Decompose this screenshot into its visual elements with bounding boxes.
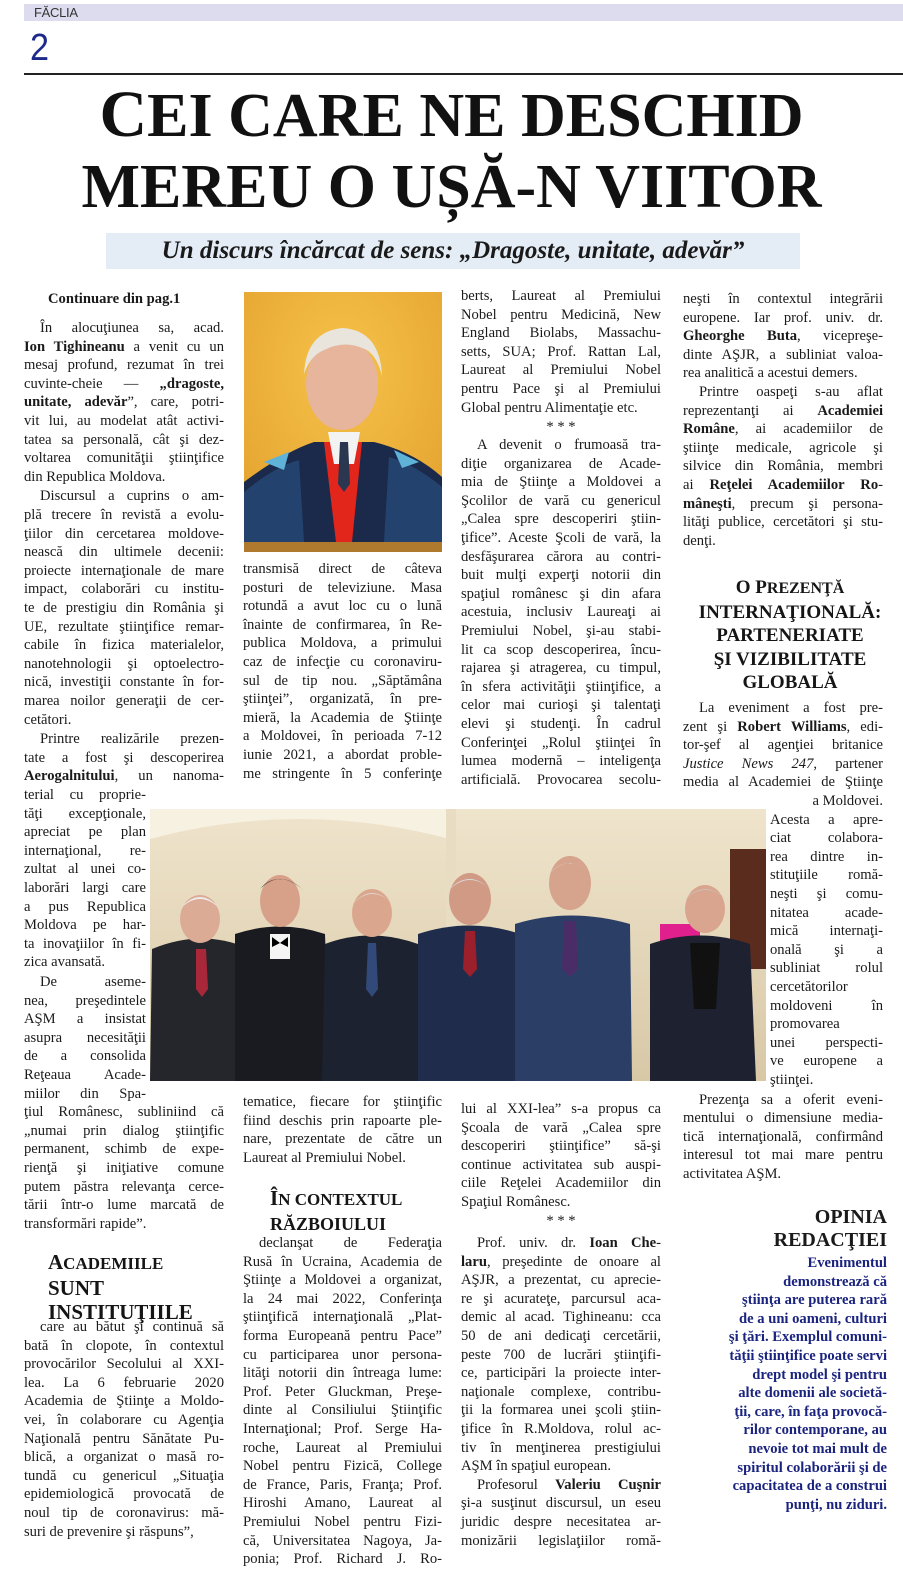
text-line: tică internaţională, confirmând [683,1128,883,1145]
text-line: Prezenţa sa a oferit eveni- [699,1091,883,1108]
text-line: de France, Paris, Franţa; Prof. [243,1476,442,1493]
text-line: internaţional, re- [24,842,146,859]
text-line: voltarea comunităţii ştiinţifice [24,450,224,467]
text-line: înainte de confirmarea, în Re- [243,616,442,633]
editorial-line: punţi, nu ziduri. [785,1496,887,1513]
text-line: În alocuţiunea sa, acad. [40,320,224,336]
text-line: lit ca scop descoperirea, încu- [461,641,661,658]
text-line: Nobel pentru Fizică, College [243,1458,442,1475]
text-line: ştiinţei. [770,1072,814,1088]
heading-rest: REZENŢĂ [766,580,845,597]
text-line: Moldova pe har- [24,917,146,934]
text-line: AŞM a insistat [24,1011,146,1028]
continuation-note: Continuare din pag.1 [48,291,181,307]
heading-initial: Î [270,1186,279,1210]
text-line: dinte AŞJR, a subliniat valoa- [683,346,883,363]
text-line: activitatea AŞM. [683,1166,782,1182]
text-line: Hiroshi Amano, Laureat al [243,1495,442,1512]
text-line: că, Universitatea Nagoya, Ja- [243,1532,442,1549]
text-line: De aseme- [40,974,146,990]
text-line: noul tip de coronavirus: mă- [24,1505,224,1521]
text-line: interesul tot mai mare pentru [683,1147,883,1164]
text-line: permanent, schimb de expe- [24,1141,224,1158]
portrait-photo [244,292,442,552]
text-line: roche, Laureat al Premiului [243,1439,442,1456]
text-line: tăţi excepţionale, [24,805,146,822]
headline-line-1 [0,78,903,153]
text-line: Române, ai academiilor de [683,421,883,438]
heading-line-2: SUNT [48,1276,105,1300]
text-line: Spaţiul Românesc. [461,1194,571,1210]
text-line: diţie organizarea de Acade- [461,455,661,472]
text-line: celor mai curioşi şi talentaţi [461,697,661,714]
text-line: lităţi notorii din întreaga lume: [243,1365,442,1382]
text-line: ta inovaţiilor în fi- [24,935,146,952]
text-line: impact, colaborări cu institu- [24,581,224,598]
text-line: ştiinţei”, organizată, în pre- [243,691,442,708]
text-line: Ştiinţe a Moldovei a organizat, [243,1272,442,1289]
text-line: ce, participări la proiecte inter- [461,1365,661,1382]
text-line: ciile Reţelei Academiilor din [461,1175,661,1192]
text-line: zent şi Robert Williams, edi- [683,718,883,735]
text-line: tate a fost şi descoperirea [24,749,224,766]
text-line: unitate, adevăr”, care, potri- [24,394,224,411]
text-line: nea, preşedintele [24,992,146,1009]
text-line: nică, investiţii constante în for- [24,674,224,691]
text-line: Laureat al Premiului Nobel [461,362,661,379]
page-number: 2 [30,27,50,69]
section-separator: * * * [546,1213,576,1229]
headline-line-1-rest: EI CARE NE DESCHID [147,82,804,150]
text-line: cercetătorilor [770,979,848,995]
text-line: Rusă în Ucraina, Academia de [243,1253,442,1270]
text-line: Prof. univ. dr. Ioan Che- [477,1235,662,1251]
text-line: asupra necesităţii [24,1029,146,1046]
text-line: cabile în fizica materialelor, [24,637,224,654]
text-line: cuvinte-cheie — „dragoste, [24,375,224,392]
text-line: pentru Pace şi al Premiului [461,381,661,397]
text-line: sul de tip nou. „Săptămâna [243,672,442,689]
text-line: UE, rezultate ştiinţifice remar- [24,618,224,635]
text-line: acestuia, inclusiv Laureaţi ai [461,604,661,621]
text-line: mia de Ştiinţe a Moldovei a [461,474,661,491]
text-line: te de prestigiu din România şi [24,600,224,616]
text-line: lităţi publice, cercetători şi stu- [683,514,883,531]
section-heading-razboi [270,1186,402,1236]
heading-line-3: INSTITUŢIILE [48,1300,193,1324]
text-line: tatea sa personală, cât şi dez- [24,431,224,448]
editorial-heading [774,1206,887,1252]
text-line: cetători. [24,711,72,728]
text-line: dinte al Consiliului Ştiinţific [243,1402,442,1419]
text-line: apreciat pe plan [24,824,146,841]
text-line: mentului o dimensiune media- [683,1110,883,1127]
heading-initial: O P [735,577,767,598]
text-line: în sfera activităţii ştiinţifice, a [461,678,661,695]
text-line: tării într-o lume marcată de [24,1197,224,1214]
heading-rest: N CONTEXTUL [278,1190,403,1209]
text-line: desfăşurarea cărora au contri- [461,548,661,565]
headline-initial: C [99,78,148,151]
text-line: tematice, fiecare for ştiinţific [243,1094,442,1110]
text-line: silvice din România, membri [683,458,883,475]
text-line: zica avansată. [24,954,106,971]
text-line: Şcoala de vară „Calea spre [461,1119,661,1136]
text-line: marea noilor generaţii de cer- [24,693,224,709]
heading-line-4: ŞI VIZIBILITATE [713,648,867,670]
headline-line-2: MEREU O UȘĂ-N VIITOR [81,153,822,221]
text-line: Justice News 247, partener [683,755,883,772]
text-line: putem păstra relevanţa cerce- [24,1178,224,1195]
heading-rest: CADEMIILE [63,1254,164,1273]
text-line: Reţeaua Acade- [24,1067,146,1083]
text-line: elevi şi studenţi. În cadrul [461,716,661,732]
text-line: AŞM în spaţiul european. [461,1458,611,1475]
text-line: din Republica Moldova. [24,468,166,485]
editorial-title-1: OPINIA [814,1206,887,1228]
text-line: ai Reţelei Academiilor Ro- [683,477,883,493]
text-line: mică internaţi- [770,923,883,940]
portrait-photo-icon [244,292,442,552]
text-line: re şi acurateţe, parcursul aca- [461,1290,661,1307]
heading-line-2: RĂZBOIULUI [270,1214,387,1234]
text-line: nare, prezentate de către un [243,1131,442,1148]
text-line: care au bătut şi continuă să [40,1319,224,1335]
text-line: neşti şi comu- [770,886,883,902]
text-line: Laureat al Premiului Nobel. [243,1149,406,1166]
text-line: proiecte internaţionale de mare [24,562,224,579]
editorial-line: ţii, care, în faţa provocă- [734,1403,887,1420]
text-line: Academia de Ştiinţe a Moldo- [24,1393,224,1410]
text-line: „Calea spre descoperiri ştiin- [461,511,661,528]
text-line: Premiului Nobel, şi-au stabi- [461,623,661,639]
editorial-line: Evenimentul [807,1255,887,1271]
text-line: rotundă a avut loc cu o lună [243,598,442,615]
text-line: ştiinţifică internaţională „Plat- [243,1309,442,1326]
text-line: continue activitatea sub auspi- [461,1156,661,1173]
text-line: rea dintre in- [770,848,883,865]
text-line: Printre oaspeţi s-au aflat [699,384,883,400]
text-line: zultat al unei co- [24,861,146,878]
text-line: fiind deschis prin rapoarte ple- [243,1112,442,1129]
text-line: de a consolida [24,1048,146,1065]
text-line: şi-a susţinut discursul, un eseu [461,1495,661,1512]
text-line: subliniat rolul [770,960,883,977]
text-line: La eveniment a fost pre- [699,700,883,716]
text-line: Naţională pentru Sănătate Pu- [24,1430,224,1447]
text-line: vit lui, au modelat atât activi- [24,413,224,429]
heading-line-2: INTERNAŢIONALĂ: [698,601,882,623]
text-line: reprezentanţi ai Academiei [683,402,883,419]
text-line: Global pentru Alimentaţie etc. [461,399,638,416]
text-line: Gheorghe Buta, vicepreşe- [683,328,883,345]
text-line: posturi de televiziune. Masa [243,579,442,596]
text-line: suri de prevenire şi răspuns”, [24,1523,194,1540]
text-line: neşti în contextul integrării [683,291,883,307]
text-line: England Biolabs, Massachu- [461,325,661,342]
text-line: Prof. Peter Gluckman, Preşe- [243,1383,442,1400]
editorial-line: demonstrează că [783,1273,887,1290]
text-line: ştiinţe medicale, agricole şi [683,439,883,456]
editorial-line: spiritul colaborării şi de [737,1459,887,1476]
heading-initial: A [48,1250,64,1274]
text-line: rajarea şi atragerea, cu timpul, [461,660,661,677]
heading-line-5: GLOBALĂ [742,672,838,693]
text-line: unei perspecti- [770,1034,883,1051]
text-line: ve europene a [770,1053,883,1070]
text-line: 50 de ani dedicaţi cercetării, [461,1328,661,1344]
text-line: lui al XXI-lea” s-a propus ca [461,1101,661,1117]
group-photo-icon [150,809,766,1081]
text-line: Aerogalnitului, un nanoma- [24,768,224,785]
text-line: nitatea acade- [770,904,883,921]
text-line: buit mulţi experţi notorii din [461,567,661,584]
editorial-line: drept model şi pentru [752,1366,887,1383]
text-line: mâneşti, precum şi persona- [683,495,883,512]
text-line: ţii la formarea unei şcoli ştiin- [461,1402,661,1419]
editorial-line: alte domenii ale societă- [738,1385,887,1402]
text-line: bată în clopote, în contextul [24,1337,224,1354]
text-line: caz de infecţie cu coronaviru- [243,654,442,670]
text-line: rienţă şi iniţiative comune [24,1160,224,1176]
heading-line-3: PARTENERIATE [716,625,864,646]
text-line: miilor din Spa- [24,1085,146,1102]
text-line: ţifice în R.Moldova, rolul ac- [461,1421,661,1437]
text-line: AŞJR, a prezentat, cu aprecie- [461,1272,661,1289]
text-line: media al Academiei de Ştiinţe [683,774,883,791]
text-line: ţiul Românesc, subliniind că [24,1104,224,1121]
text-line: europene. Iar prof. univ. dr. [683,309,883,326]
text-line: demic al acad. Tighineanu: cca [461,1309,661,1326]
text-line: peste 700 de lucrări ştiinţifi- [461,1346,661,1363]
text-line: la 24 mai 2022, Conferinţa [243,1290,442,1307]
text-line: onală şi a [770,941,883,958]
text-line: Discursul a cuprins o am- [40,488,224,505]
text-line: Nobel pentru Medicină, New [461,306,661,323]
text-line: ţifice”. Aceste Şcoli de vară, la [461,530,661,546]
text-line: laru, preşedinte de onoare al [461,1253,661,1270]
text-line: Profesorul Valeriu Cuşnir [477,1476,662,1493]
text-line: naţionale complexe, contribu- [461,1383,661,1400]
text-line: denţi. [683,532,716,549]
text-line: lumea modernă – inteligenţa [461,753,661,770]
section-heading-prezenta [684,576,896,695]
text-line: „numai prin dialog ştiinţific [24,1122,224,1139]
text-line: mesaj profund, rezumat în trei [24,357,224,374]
text-line: setts, SUA; Prof. Rattan Lal, [461,343,661,360]
text-line: lea. La 6 februarie 2020 [24,1374,224,1391]
text-line: transmisă direct de câteva [243,561,442,577]
editorial-line: nevoie tot mai mult de [748,1441,887,1457]
subtitle: Un discurs încărcat de sens: „Dragoste, unitate, adevăr” [161,237,745,264]
text-line: Şcolilor de vară cu genericul [461,492,661,509]
text-line: monizării legislaţiilor romă- [461,1532,661,1549]
text-line: A devenit o frumoasă tra- [477,437,661,453]
text-line: promovarea [770,1016,840,1033]
section-separator: * * * [546,419,576,435]
editorial-line: rilor contemporane, au [743,1422,887,1439]
text-line: laborări largi care [24,880,146,896]
text-line: nească din ultimele decenii: [24,544,224,561]
text-line: moldoveni în [770,997,883,1014]
text-line: forma Europeană pentru Pace” [243,1328,442,1344]
text-line: Printre realizările prezen- [40,731,224,748]
section-heading-academiile [48,1250,193,1324]
text-line: spaţiul românesc şi din afara [461,585,661,602]
text-line: terial cu proprie- [24,787,146,803]
text-line: plă trecere în revistă a evolu- [24,507,224,523]
text-line: nanotehnologii şi optoelectro- [24,655,224,672]
editorial-line: de a uni oameni, culturi [739,1310,887,1327]
text-line: mieră, la Academia de Ştiinţe [243,709,442,726]
text-line: tundă cu genericul „Situaţia [24,1467,224,1484]
text-line: vei, în colaborare cu Agenţia [24,1412,224,1428]
text-line: iunie 2021, a abordat proble- [243,747,442,763]
group-photo [150,809,766,1081]
text-line: ponia; Prof. Richard J. Ro- [243,1551,442,1568]
text-line: Conferinţei „Rolul ştiinţei în [461,734,661,751]
text-line: artificială. Provocarea secolu- [461,771,661,788]
text-line: Internaţional; Prof. Serge Ha- [243,1421,442,1437]
editorial-line: şi ţări. Exemplul comuni- [728,1329,887,1346]
editorial-line: ştiinţa are puterea rară [742,1292,887,1309]
text-line: berts, Laureat al Premiului [461,288,661,304]
text-line: juridic despre necesitatea ar- [461,1514,661,1530]
text-line: ciat colabora- [770,830,883,847]
editorial-line: tăţii ştiinţifice poate servi [729,1348,887,1364]
text-line: me stringente în 5 conferinţe [243,765,442,782]
text-line: provocărilor Secolului al XXI- [24,1356,224,1373]
text-line: tiv în menţinerea prestigiului [461,1439,661,1456]
text-line: publica Moldova, a primului [243,635,442,652]
text-line: epidemiologică provocată de [24,1486,224,1503]
text-line: descoperiri ştiinţifice” să-şi [461,1138,661,1155]
text-line: tor-şef al agenţiei britanice [683,737,883,754]
text-line: a Moldovei, în perioada 7-12 [243,728,442,745]
text-line: ţiilor din cercetarea moldove- [24,525,224,542]
text-line: blică, a organizat o masă ro- [24,1449,224,1466]
text-line: transformări rapide”. [24,1215,147,1232]
text-line: rea analitică a acestui demers. [683,365,858,382]
text-line: declanşat de Federaţia [259,1235,442,1251]
editorial-line: capacitatea de a construi [732,1478,887,1495]
text-line: cu participarea unor persona- [243,1346,442,1363]
editorial-title-2: REDACŢIEI [773,1229,887,1251]
text-line: a pus Republica [24,898,146,915]
text-line: stituţiile romă- [770,867,883,884]
text-line: Premiului Nobel pentru Fizi- [243,1514,442,1530]
header-rule [24,73,903,75]
masthead-bar [24,4,903,21]
publication-name: FĂCLIA [34,5,78,20]
text-line: Ion Tighineanu a venit cu un [24,338,224,355]
text-line: Acesta a apre- [770,811,883,828]
text-line: a Moldovei. [812,793,883,809]
